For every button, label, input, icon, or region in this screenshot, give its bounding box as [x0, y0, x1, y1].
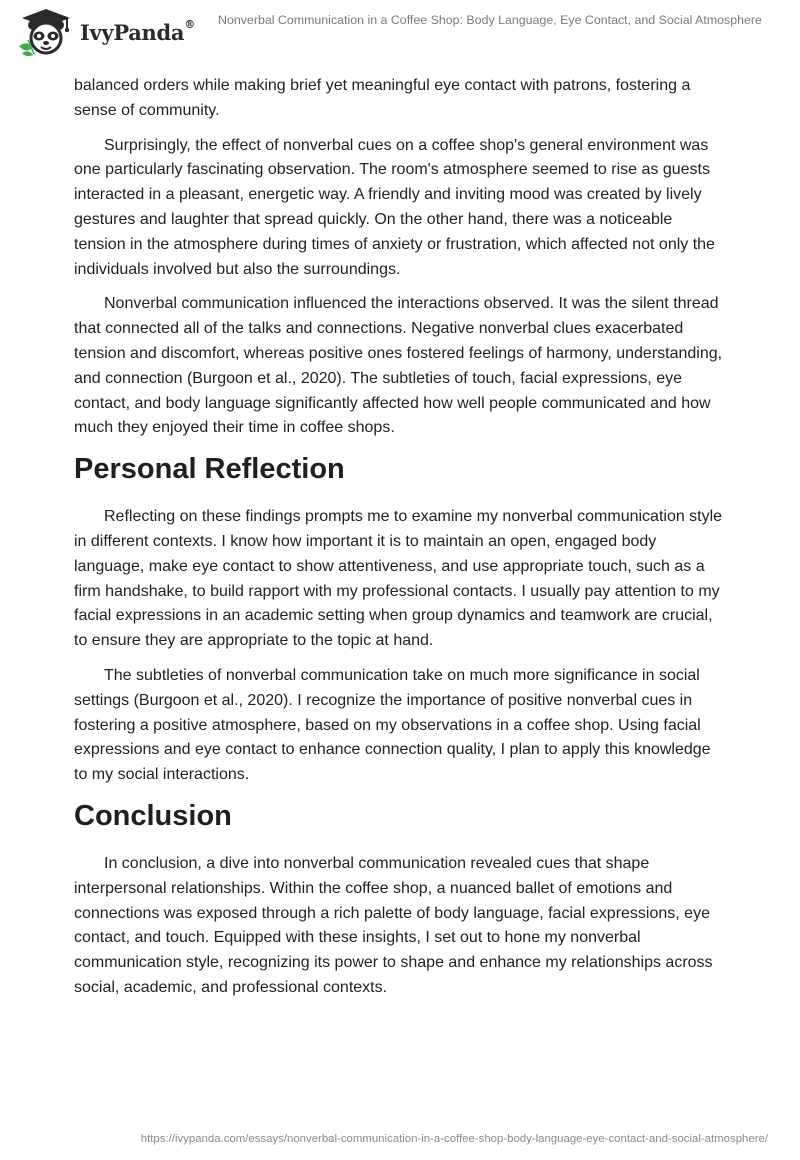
essay-body: [74, 74, 726, 1011]
paragraph-atmosphere: Surprisingly, the effect of nonverbal cues on a coffee shop's general environment was one particularly fascinating observation. The room's atmosphere seemed to rise as guests interacted in a pleasant, energetic way. A friendly and inviting mood was created by lively gestures and laughter that spread quickly. On the other hand, there was a noticeable tension in the atmosphere during times of anxiety or frustration, which affected not only the individuals involved but also the surroundings.: [74, 136, 715, 278]
panda-graduate-icon: [14, 6, 78, 58]
page-header: [0, 0, 800, 60]
paragraph-reflection-contexts: Reflecting on these findings prompts me to examine my nonverbal communication style in different contexts. I know how important it is to maintain an open, engaged body language, make eye contact to show attentiveness, and use appropriate touch, such as a firm handshake, to build rapport with my professional contacts. I usually pay attention to my facial expressions in an academic setting when group dynamics and teamwork are crucial, to ensure they are appropriate to the topic at hand.: [74, 508, 723, 650]
paragraph-continuation: balanced orders while making brief yet meaningful eye contact with patrons, fostering a sense of community.: [74, 77, 691, 119]
logo-text: IvyPanda®: [80, 17, 195, 45]
paragraph-influence: Nonverbal communication influenced the interactions observed. It was the silent thread that connected all of the talks and connections. Negative nonverbal clues exacerbated tension and discomfort, whereas positive ones fostered feelings of harmony, understanding, and connection (Burgoon et al., 2020). The subtleties of touch, facial expressions, eye contact, and body language significantly affected how well people communicated and how much they enjoyed their time in coffee shops.: [74, 295, 723, 437]
source-url[interactable]: https://ivypanda.com/essays/nonverbal-communication-in-a-coffee-shop-body-language-eye-contact-and-social-atmosphere/: [140, 1133, 768, 1145]
heading-personal-reflection: Personal Reflection: [74, 453, 345, 486]
paragraph-reflection-social: The subtleties of nonverbal communication take on much more significance in social settings (Burgoon et al., 2020). I recognize the importance of positive nonverbal cues in fostering a positive atmosphere, based on my observations in a coffee shop. Using facial expressions and eye contact to enhance connection quality, I plan to apply this knowledge to my social interactions.: [74, 666, 711, 784]
document-title: Nonverbal Communication in a Coffee Shop: Body Language, Eye Contact, and Social Atmosphere: [218, 13, 762, 27]
heading-conclusion: Conclusion: [74, 799, 232, 832]
ivypanda-logo[interactable]: [14, 6, 195, 58]
paragraph-conclusion: In conclusion, a dive into nonverbal communication revealed cues that shape interpersonal relationships. Within the coffee shop, a nuanced ballet of emotions and connections was exposed through a rich palette of body language, facial expressions, eye contact, and touch. Equipped with these insights, I set out to hone my nonverbal communication style, recognizing its power to shape and enhance my relationships across social, academic, and professional contexts.: [74, 854, 713, 996]
